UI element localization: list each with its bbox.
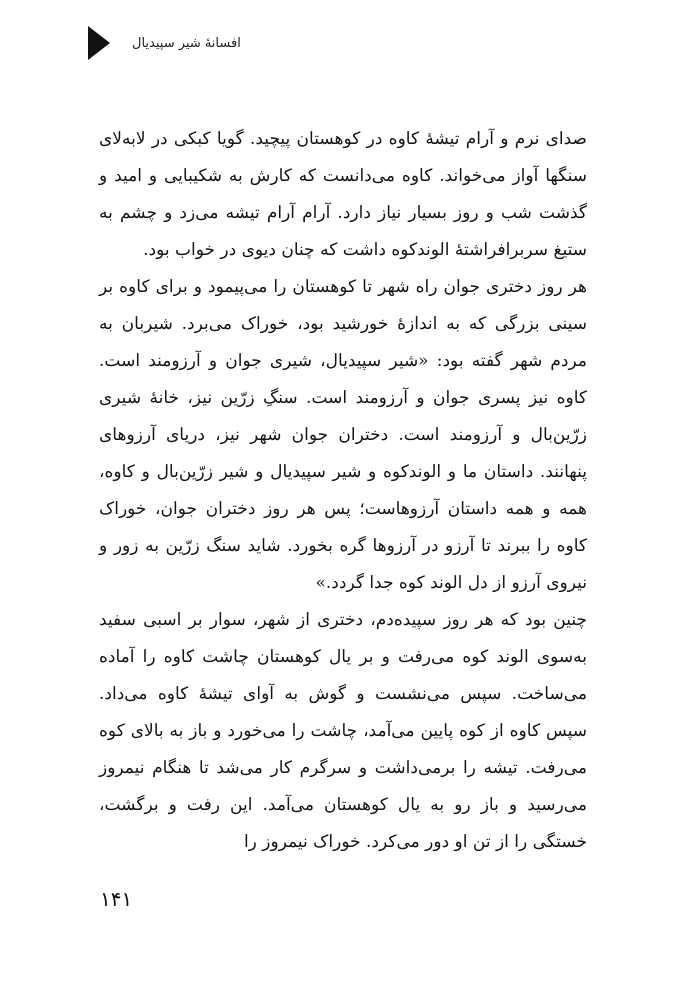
paragraph-2: هر روز دختری جوان راه شهر تا کوهستان را می‌پیمود و برای کاوه بر سینی بزرگی که به اندازهٔ خورشید بود، خوراک می‌برد. شیربان به مردم شهر گفته بود: «شیر سپیدیال، شیری جوان و آرزومند است. کاوه نیز پسری جوان و آرزومند است. سنگِ زرّین نیز، خانهٔ شیری زرّین‌بال و آرزومند است. دختران جوان شهر نیز، دریای آرزوهای پنهانند. داستان ما و الوندکوه و شیر سپیدیال و شیر زرّین‌بال و کاوه، همه و همه داستان آرزوهاست؛ پس هر روز دختران جوان، خوراک کاوه را ببرند تا آرزو در آرزوها گره بخورد. شاید سنگ زرّین به زور و نیروی آرزو از دل الوند کوه جدا گردد.» [99, 277, 587, 593]
page-body [99, 121, 587, 861]
triangle-right-icon [88, 26, 110, 60]
paragraph-3: چنین بود که هر روز سپیده‌دم، دختری از شهر، سوار بر اسبی سفید به‌سوی الوند کوه می‌رفت و بر یال کوهستان چاشت کاوه را آماده می‌ساخت. سپس می‌نشست و گوش به آوای تیشهٔ کاوه می‌داد. سپس کاوه از کوه پایین می‌آمد، چاشت را می‌خورد و باز به بالای کوه می‌رفت. تیشه را برمی‌داشت و سرگرم کار می‌شد تا هنگام نیمروز می‌رسید و باز رو به یال کوهستان می‌آمد. این رفت و برگشت، خستگی را از تن او دور می‌کرد. خوراک نیمروز را [99, 610, 587, 852]
paragraph-1: صدای نرم و آرام تیشهٔ کاوه در کوهستان پیچید. گویا کبکی در لابه‌لای سنگها آواز می‌خواند. کاوه می‌دانست که کارش به شکیبایی و امید و گذشت شب و روز بسیار نیاز دارد. آرام آرام تیشه می‌زد و چشم به ستیغ سربرافراشتهٔ الوندکوه داشت که چنان دیوی در خواب بود. [99, 129, 587, 260]
running-header [88, 26, 241, 60]
running-title: افسانهٔ شیر سپیدیال [132, 35, 241, 51]
page-number: ۱۴۱ [100, 887, 133, 911]
